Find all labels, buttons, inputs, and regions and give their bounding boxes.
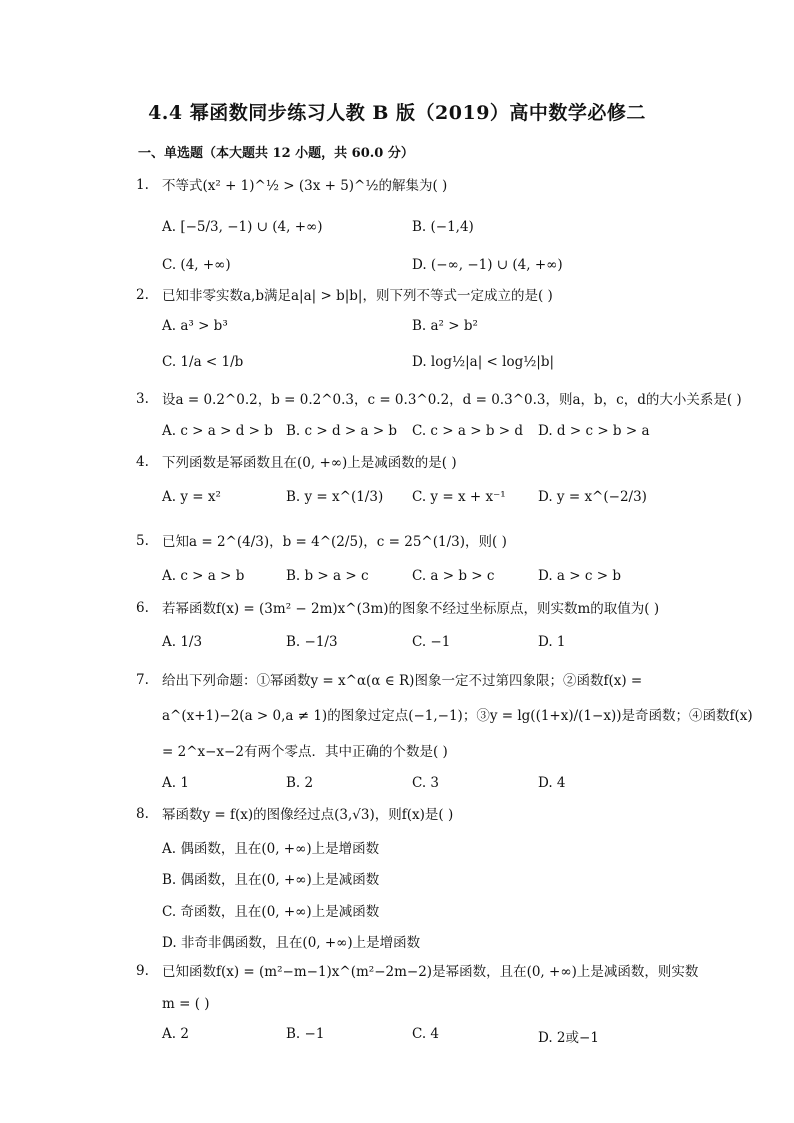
question-7-stem-line-2: a^(x+1)−2(a > 0,a ≠ 1)的图象过定点(−1,−1)；③y = lg((1+x)/(1−x))是奇函数；④函数f(x)	[162, 708, 753, 724]
question-6-option-d: D. 1	[538, 634, 566, 650]
question-2-option-b: B. a² > b²	[412, 318, 478, 334]
question-7-stem-line-3: = 2^x−x−2有两个零点．其中正确的个数是( )	[162, 744, 448, 760]
question-1-option-d: D. (−∞, −1) ∪ (4, +∞)	[412, 257, 563, 273]
question-9-stem-line-1: 已知函数f(x) = (m²−m−1)x^(m²−2m−2)是幂函数，且在(0, +∞)上是减函数，则实数	[162, 964, 699, 980]
question-2-stem: 已知非零实数a,b满足a|a| > b|b|，则下列不等式一定成立的是( )	[162, 288, 553, 304]
question-6-stem: 若幂函数f(x) = (3m² − 2m)x^(3m)的图象不经过坐标原点，则实数m的取值为( )	[162, 601, 660, 617]
question-3-option-d: D. d > c > b > a	[538, 423, 650, 439]
section-heading: 一、单选题（本大题共 12 小题，共 60.0 分）	[138, 146, 414, 161]
question-2-option-a: A. a³ > b³	[162, 318, 228, 334]
question-2-option-d: D. log½|a| < log½|b|	[412, 354, 555, 370]
question-8-option-c: C. 奇函数，且在(0, +∞)上是减函数	[162, 904, 380, 920]
question-1-number: 1.	[136, 177, 149, 193]
question-5-stem: 已知a = 2^(4/3)，b = 4^(2/5)，c = 25^(1/3)，则( )	[162, 534, 507, 550]
question-9-option-b: B. −1	[286, 1026, 325, 1042]
question-7-stem-line-1: 给出下列命题：①幂函数y = x^α(α ∈ R)图象一定不过第四象限；②函数f(x) =	[162, 673, 643, 689]
question-7-option-d: D. 4	[538, 775, 566, 791]
question-6-option-b: B. −1/3	[286, 634, 338, 650]
question-4-option-c: C. y = x + x⁻¹	[412, 489, 506, 505]
question-5-number: 5.	[136, 533, 149, 549]
question-9-option-d: D. 2或−1	[538, 1030, 599, 1046]
question-4-option-a: A. y = x²	[162, 489, 221, 505]
question-3-number: 3.	[136, 391, 149, 407]
question-8-stem: 幂函数y = f(x)的图像经过点(3,√3)，则f(x)是( )	[162, 807, 454, 823]
question-7-option-b: B. 2	[286, 775, 314, 791]
question-1-option-a: A. [−5/3, −1) ∪ (4, +∞)	[162, 219, 323, 235]
question-5-option-a: A. c > a > b	[162, 568, 245, 584]
question-4-stem: 下列函数是幂函数且在(0, +∞)上是减函数的是( )	[162, 455, 457, 471]
question-3-stem: 设a = 0.2^0.2，b = 0.2^0.3，c = 0.3^0.2，d = 0.3^0.3，则a，b，c，d的大小关系是( )	[162, 392, 742, 408]
question-5-option-c: C. a > b > c	[412, 568, 495, 584]
question-4-option-b: B. y = x^(1/3)	[286, 489, 384, 505]
question-7-option-a: A. 1	[162, 775, 189, 791]
question-6-number: 6.	[136, 600, 149, 616]
question-9-number: 9.	[136, 963, 149, 979]
question-9-option-a: A. 2	[162, 1026, 189, 1042]
question-6-option-a: A. 1/3	[162, 634, 203, 650]
question-4-option-d: D. y = x^(−2/3)	[538, 489, 647, 505]
question-3-option-a: A. c > a > d > b	[162, 423, 273, 439]
question-9-stem-line-2: m = ( )	[162, 996, 210, 1012]
question-6-option-c: C. −1	[412, 634, 451, 650]
question-4-number: 4.	[136, 454, 149, 470]
question-1-option-c: C. (4, +∞)	[162, 257, 231, 273]
question-3-option-b: B. c > d > a > b	[286, 423, 398, 439]
question-9-option-c: C. 4	[412, 1026, 440, 1042]
page-title: 4.4 幂函数同步练习人教 B 版（2019）高中数学必修二	[148, 102, 646, 124]
question-1-stem: 不等式(x² + 1)^½ > (3x + 5)^½的解集为( )	[162, 178, 448, 194]
question-8-option-d: D. 非奇非偶函数，且在(0, +∞)上是增函数	[162, 935, 421, 951]
question-2-number: 2.	[136, 287, 149, 303]
question-1-option-b: B. (−1,4)	[412, 219, 474, 235]
question-5-option-b: B. b > a > c	[286, 568, 369, 584]
question-8-number: 8.	[136, 806, 149, 822]
question-7-number: 7.	[136, 672, 149, 688]
question-8-option-a: A. 偶函数，且在(0, +∞)上是增函数	[162, 841, 380, 857]
question-2-option-c: C. 1/a < 1/b	[162, 354, 244, 370]
question-7-option-c: C. 3	[412, 775, 440, 791]
question-3-option-c: C. c > a > b > d	[412, 423, 524, 439]
question-5-option-d: D. a > c > b	[538, 568, 621, 584]
question-8-option-b: B. 偶函数，且在(0, +∞)上是减函数	[162, 872, 380, 888]
